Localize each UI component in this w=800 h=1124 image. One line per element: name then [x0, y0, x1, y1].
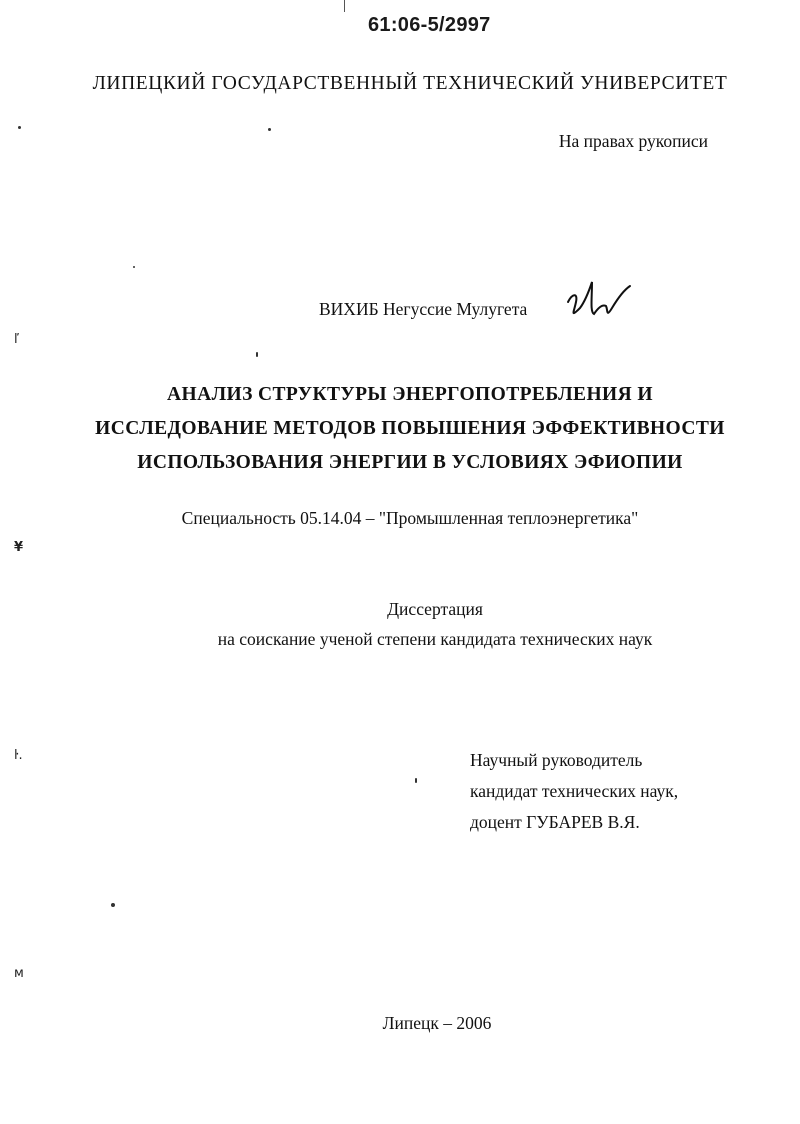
scan-mark: ľ [14, 332, 19, 347]
scan-speck [111, 903, 115, 907]
specialty: Специальность 05.14.04 – "Промышленная теплоэнергетика" [181, 508, 639, 528]
scan-speck [256, 352, 258, 357]
university-name: ЛИПЕЦКИЙ ГОСУДАРСТВЕННЫЙ ТЕХНИЧЕСКИЙ УНИВЕРСИТЕТ [92, 73, 728, 94]
document-type: Диссертация [387, 599, 483, 619]
scan-mark: ᴍ [14, 966, 24, 981]
rights-note: На правах рукописи [558, 131, 708, 151]
scan-speck [18, 126, 21, 129]
dissertation-block [0, 594, 800, 654]
signature-image [562, 268, 642, 328]
title-line-2: ИССЛЕДОВАНИЕ МЕТОДОВ ПОВЫШЕНИЯ ЭФФЕКТИВНОСТИ [95, 418, 725, 439]
author-name: ВИХИБ Негуссие Мулугета [319, 299, 528, 319]
scan-speck [268, 128, 271, 131]
degree-sought: на соискание ученой степени кандидата технических наук [217, 629, 653, 649]
catalog-tick [344, 0, 345, 12]
city-year: Липецк – 2006 [382, 1013, 492, 1033]
supervisor-degree: кандидат технических наук, [470, 781, 679, 801]
scan-mark: ŀ. [14, 748, 23, 763]
scan-mark: ¥ [14, 540, 24, 555]
title-line-1: АНАЛИЗ СТРУКТУРЫ ЭНЕРГОПОТРЕБЛЕНИЯ И [167, 384, 653, 405]
supervisor-name: доцент ГУБАРЕВ В.Я. [470, 812, 640, 832]
catalog-number: 61:06-5/2997 [368, 14, 491, 36]
title-line-3: ИСПОЛЬЗОВАНИЯ ЭНЕРГИИ В УСЛОВИЯХ ЭФИОПИИ [137, 452, 683, 473]
thesis-title [0, 378, 800, 480]
scan-speck [133, 266, 135, 268]
supervisor-block [470, 745, 678, 838]
scan-speck [415, 778, 417, 783]
supervisor-role: Научный руководитель [470, 750, 643, 770]
